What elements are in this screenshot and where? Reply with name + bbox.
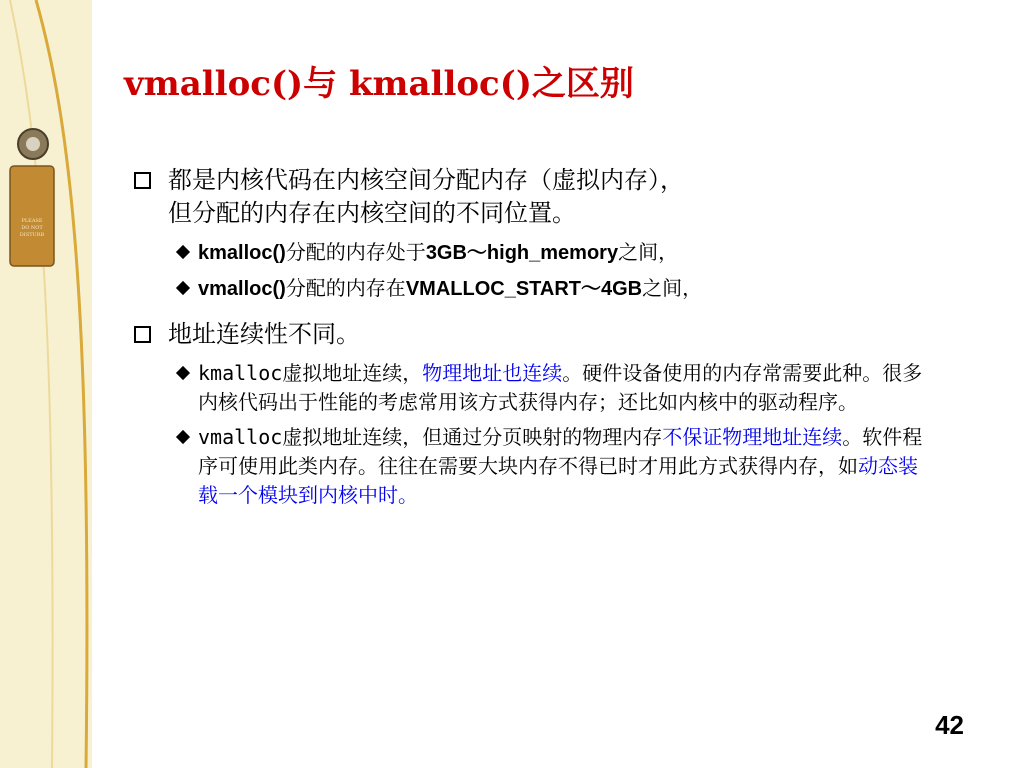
kmalloc-text-b: 。硬件设备使用的内存常需要此种。很多内核代码出于性能的考虑常用该方式获得内存；还比如内核中的驱动程序。 xyxy=(198,361,923,414)
bullet-1 xyxy=(132,164,962,230)
vmalloc-desc: 分配的内存在 xyxy=(285,276,406,300)
sidebar-curve-decoration xyxy=(0,0,96,768)
square-bullet-icon xyxy=(134,172,151,189)
diamond-bullet-icon xyxy=(176,281,190,295)
vmalloc-text-a: 虚拟地址连续，但通过分页映射的物理内存 xyxy=(282,425,663,449)
vmalloc-code: vmalloc xyxy=(198,425,283,449)
sub-bullet-2-1 xyxy=(176,359,928,417)
kmalloc-range: 3GB～high_memory xyxy=(425,242,619,264)
vmalloc-text-b: 。软件程序可使用此类内存。往往在需要大块内存不得已时才用此方式获得内存，如 xyxy=(198,425,923,478)
diamond-bullet-icon xyxy=(176,366,190,380)
vmalloc-highlight: 不保证物理地址连续 xyxy=(662,425,843,449)
hanger-text-line-3: DISTURB xyxy=(19,232,45,238)
diamond-bullet-icon xyxy=(176,430,190,444)
slide-title: vmalloc()与 kmalloc()之区别 xyxy=(124,64,634,104)
vmalloc-end: 之间， xyxy=(642,276,703,300)
kmalloc-name: kmalloc() xyxy=(198,242,286,264)
square-bullet-icon xyxy=(134,326,151,343)
bullet-2 xyxy=(132,318,962,351)
kmalloc-desc: 分配的内存处于 xyxy=(285,240,426,264)
sub-bullet-1-2 xyxy=(176,274,928,304)
vmalloc-name: vmalloc() xyxy=(198,278,286,300)
page-number: 42 xyxy=(935,710,964,740)
slide-content xyxy=(132,164,962,516)
bullet-1-line-2: 但分配的内存在内核空间的不同位置。 xyxy=(168,199,576,227)
kmalloc-highlight: 物理地址也连续 xyxy=(422,361,563,385)
kmalloc-code: kmalloc xyxy=(198,361,283,385)
do-not-disturb-hanger-image xyxy=(8,126,58,272)
kmalloc-text-a: 虚拟地址连续， xyxy=(282,361,423,385)
bullet-1-line-1: 都是内核代码在内核空间分配内存（虚拟内存）， xyxy=(168,166,684,194)
sub-bullet-1-1 xyxy=(176,238,928,268)
hanger-text-line-2: DO NOT xyxy=(21,225,43,231)
vmalloc-highlight-2: 动态装载一个模块到内核中时。 xyxy=(198,454,918,507)
kmalloc-end: 之间， xyxy=(618,240,679,264)
vmalloc-range: VMALLOC_START～4GB xyxy=(405,278,643,300)
hanger-text-line-1: PLEASE xyxy=(21,218,43,224)
diamond-bullet-icon xyxy=(176,245,190,259)
bullet-2-line-1: 地址连续性不同。 xyxy=(168,320,360,348)
sub-bullet-2-2 xyxy=(176,423,928,510)
